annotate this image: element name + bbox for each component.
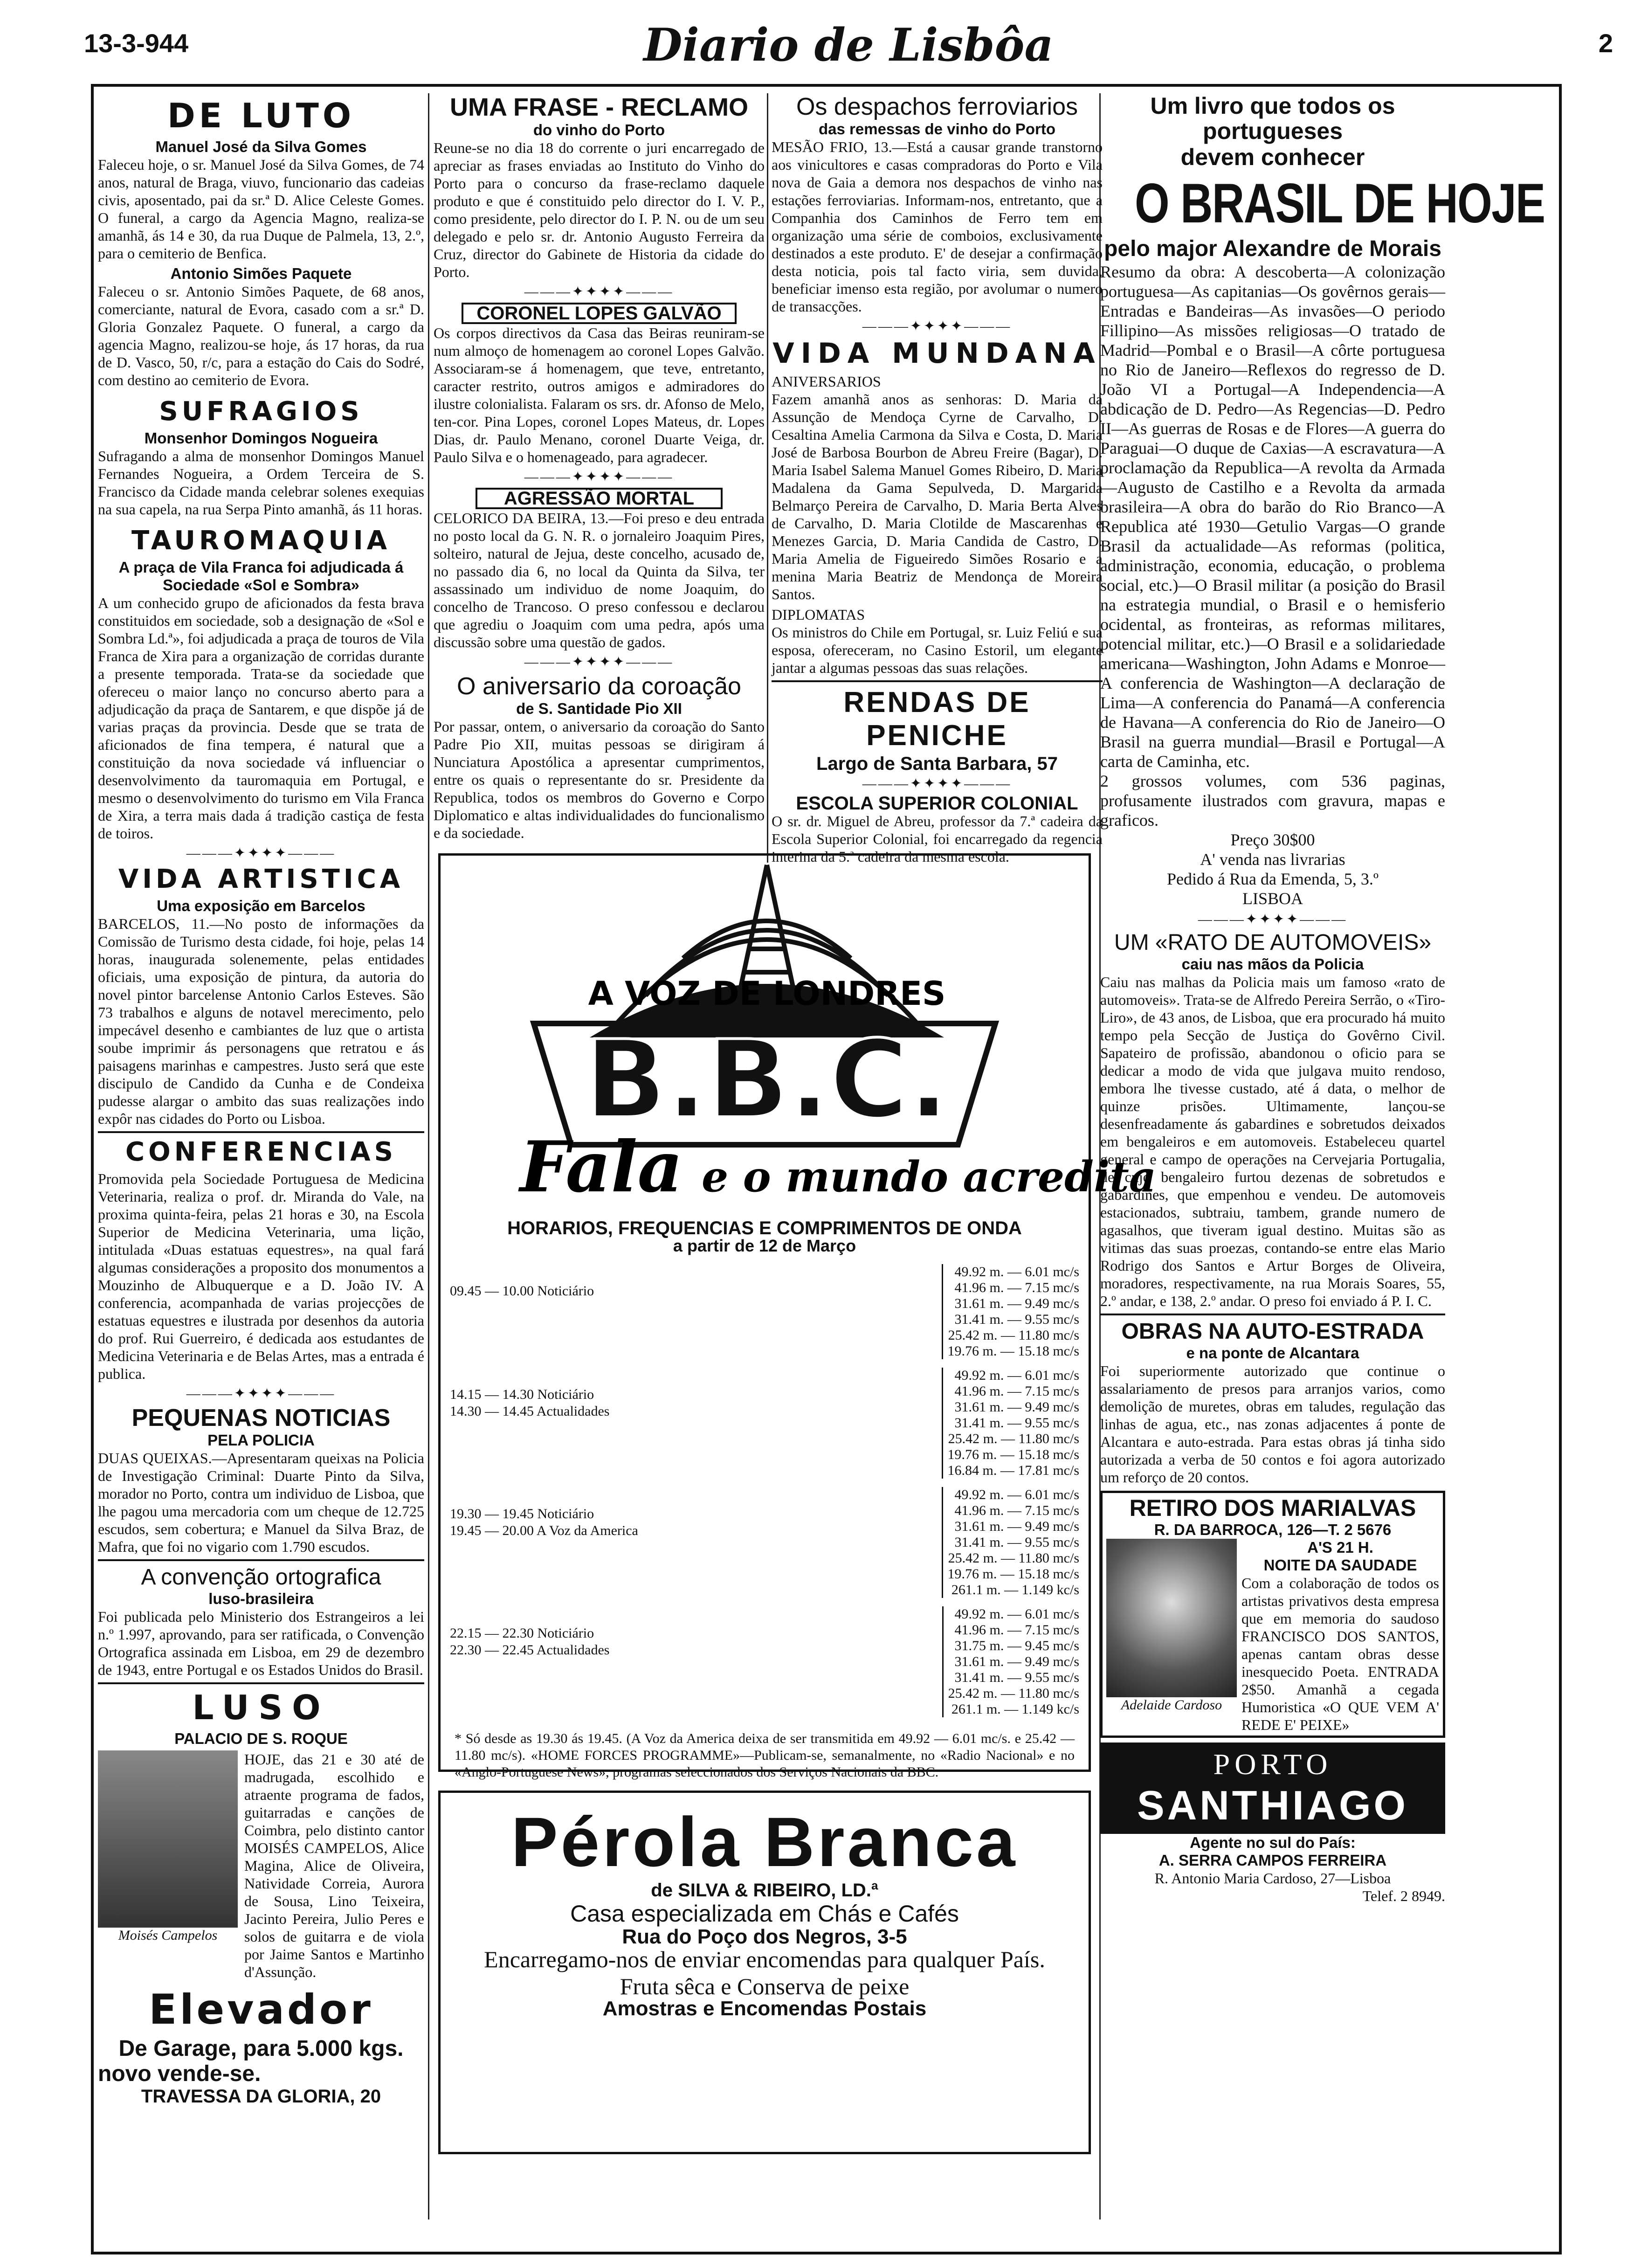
elevador-line2: novo vende-se.	[98, 2061, 261, 2086]
despachos-subheading: das remessas de vinho do Porto	[819, 120, 1055, 138]
luto1-text: Faleceu hoje, o sr. Manuel José da Silva Gomes, de 74 anos, natural de Braga, viuvo, funcionario das cadeias civis, aposentado, pai da sr.ª D. Alice Celeste Gomes. O funeral, a cargo da Agencia Magno, realiza-se amanhã, ás 14 e 30, da rua Duque de Palmela, 13, 2.º, para o cemiterio de Benfica.	[98, 156, 424, 262]
rato-text: Caiu nas malhas da Policia mais um famoso «rato de automoveis». Trata-se de Alfredo Pereira Serrão, o «Tiro-Liro», de 43 anos, de Lisboa, que era procurado há muito tempo pela Secção de Justiça do Govêrno Civil. Sapateiro de profissão, abandonou o oficio para se dedicar a modo de vida que julgava muito rendoso, embora lhe tivesse custado, até á data, o melhor de quinze prisões. Ultimamente, lançou-se desenfreadamente ás gabardines e sobretudos deixados em bengaleiros e em automoveis. Estabeleceu quartel general e campo de operações na Cervejaria Portugalia, de cujo bengaleiro furtou dezenas de sobretudos e gabardines, que empenhou e vendeu. De automoveis estacionados, subtraiu, tambem, grande numero de agasalhos, que tiveram igual destino. Muitas são as vitimas das suas proezas, contando-se entre elas Mario Rodrigo dos Santos e Artur Borges de Oliveira, moradores, respectivamente, na rua Morais Soares, 55, 2.º andar, e 138, 2.º andar. O preso foi enviado á P. I. C.	[1100, 974, 1445, 1309]
escola-heading: ESCOLA SUPERIOR COLONIAL	[796, 793, 1078, 814]
bbc-frequency-row: 261.1 m. — 1.149 kc/s	[951, 1582, 1079, 1597]
conferencias-heading: CONFERENCIAS	[125, 1137, 397, 1167]
bbc-frequency-row: 49.92 m. — 6.01 mc/s	[954, 1606, 1079, 1622]
bbc-frequency-row: 41.96 m. — 7.15 mc/s	[954, 1280, 1079, 1295]
tauromaquia-subheading: A praça de Vila Franca foi adjudicada á Sociedade «Sol e Sombra»	[118, 559, 404, 594]
luso-subheading: PALACIO DE S. ROQUE	[174, 1730, 348, 1747]
diplomatas-text: Os ministros do Chile em Portugal, sr. Luiz Feliú e sua esposa, ofereceram, no Casino Estoril, um elegante jantar a algumas pessoas das suas relações.	[772, 624, 1103, 676]
coroacao-subheading: de S. Santidade Pio XII	[516, 700, 682, 717]
bbc-schedule	[441, 1264, 1089, 1717]
divider	[98, 1682, 424, 1684]
adelaide-cardoso-photo	[1106, 1539, 1237, 1697]
galvao-text: Os corpos directivos da Casa das Beiras reuniram-se num almoço de homenagem ao coronel Lopes Galvão. Associaram-se á homenagem, que teve, entretanto, caracter restrito, outros amigos e admiradores do ilustre colonialista. Falaram os srs. dr. Afonso de Melo, ten-cor. Pina Lopes, coronel Lopes Mateus, dr. Lopes Dias, dr. Paulo Menano, coronel Duarte Veiga, dr. Paulo Silva e o homenageado, para agradecer.	[434, 325, 765, 465]
aniversarios-label: ANIVERSARIOS	[772, 373, 881, 390]
livro-sale: A' venda nas livrarias	[1200, 850, 1345, 869]
despachos-text: MESÃO FRIO, 13.—Está a causar grande transtorno aos vinicultores e casas compradoras do Porto e Vila nova de Gaia a demora nos despachos de vinho nas estações ferroviarias. Informam-nos, entretanto, que a Companhia dos Caminhos de Ferro tem em organização uma série de comboios, exclusivamente destinados a este produto. E' de desejar a confirmação desta noticia, pois tal facto viria, sem duvida, beneficiar imenso esta região, por avolumar o numero de transacções.	[772, 138, 1103, 315]
sufragios-text: Sufragando a alma de monsenhor Domingos Manuel Fernandes Nogueira, a Ordem Terceira de S. Francisco da Cidade manda celebrar solenes exequias na sua capela, na rua Serpa Pinto amanhã, ás 11 horas.	[98, 448, 424, 518]
vida-artistica-subheading: Uma exposição em Barcelos	[157, 897, 365, 914]
bbc-frequency-row: 31.61 m. — 9.49 mc/s	[954, 1654, 1079, 1669]
perola-line3: Encarregamo-nos de enviar encomendas para qualquer País.	[484, 1946, 1045, 1972]
column-rule	[428, 93, 429, 2220]
obras-text: Foi superiormente autorizado que continue o assalariamento de presos para arranjos varios, como demolição de muretes, obras em taludes, regulação das linhas de agua, etc., nas zonas adjacentes á ponte de Alcantara e auto-estrada. Para estas obras já tinha sido autorizada a verba de 50 contos e foi agora autorizado um reforço de 20 contos.	[1100, 1362, 1445, 1486]
bbc-program-time: 14.30 — 14.45 Actualidades	[450, 1404, 610, 1419]
bbc-frequency-row: 25.42 m. — 11.80 mc/s	[948, 1328, 1079, 1343]
bbc-frequency-row: 261.1 m. — 1.149 kc/s	[951, 1701, 1079, 1717]
bbc-program-time: 22.15 — 22.30 Noticiário	[450, 1625, 594, 1641]
ornament-divider: ———✦✦✦✦———	[862, 318, 1012, 334]
bbc-program-time: 22.30 — 22.45 Actualidades	[450, 1642, 610, 1658]
bbc-frequency-row: 49.92 m. — 6.01 mc/s	[954, 1264, 1079, 1279]
luto2-text: Faleceu o sr. Antonio Simões Paquete, de 68 anos, comerciante, natural de Evora, casado com a sr.ª D. Gloria Gonzalez Paquete. O funeral, a cargo da agencia Magno, realizou-se hoje, ás 17 horas, da rua de D. Vasco, 50, r/c, para a estação do Cais do Sodré, com destino ao cemiterio de Evora.	[98, 283, 424, 388]
bbc-frequency-row: 25.42 m. — 11.80 mc/s	[948, 1550, 1079, 1566]
vida-mundana-heading: VIDA MUNDANA	[772, 337, 1102, 370]
obras-subheading: e na ponte de Alcantara	[1186, 1344, 1359, 1362]
bbc-schedule-block	[450, 1606, 1079, 1717]
perola-line2: Rua do Poço dos Negros, 3-5	[622, 1925, 907, 1948]
aniversarios-text: Fazem amanhã anos as senhoras: D. Maria da Assunção de Mendoça Cyrne de Carvalho, D. Cesaltina Amelia Carmona da Silva e Costa, D. Maria José de Barbosa Bourbon de Abreu Freire (Bagar), D. Maria Isabel Salema Manuel Gomes Ribeiro, D. Maria Madalena da Gama Sepulveda, D. Margarida Belmarço Pereira de Carvalho, D. Maria Berta Alves de Carvalho, D. Maria Clotilde de Mascarenhas e Menezes Garcia, D. Maria Candida de Castro, D. Maria Amelia de Figueiredo Simões Rosario e a menina Maria Beatriz de Mendonça de Moreira Santos.	[772, 391, 1103, 602]
coroacao-text: Por passar, ontem, o aniversario da coroação do Santo Padre Pio XII, muitas pessoas se dirigiram á Nunciatura Apostólica a apresentar cumprimentos, entre os quais o representante do sr. Presidente da Republica, todos os membros do Governo e Corpo Diplomatico e altas individualidades do funcionalismo e da sociedade.	[434, 718, 765, 841]
porto-line1: PORTO	[1213, 1748, 1332, 1781]
galvao-heading: CORONEL LOPES GALVÃO	[462, 303, 737, 324]
retiro-address: R. DA BARROCA, 126—T. 2 5676	[1154, 1521, 1392, 1538]
column-1	[98, 93, 424, 2106]
obras-heading: OBRAS NA AUTO-ESTRADA	[1121, 1319, 1424, 1344]
retiro-time: A'S 21 H.	[1307, 1539, 1373, 1556]
livro-volumes: 2 grossos volumes, com 536 paginas, profusamente ilustrados com gravura, mapas e graficos.	[1100, 772, 1445, 830]
livro-price: Preço 30$00	[1230, 830, 1315, 849]
perola-firm: de SILVA & RIBEIRO, LD.ª	[651, 1880, 878, 1901]
divider	[98, 1559, 424, 1561]
retiro-text: Com a colaboração de todos os artistas privativos desta empresa que em memoria do saudoso FRANCISCO DOS SANTOS, apenas cantam obras desse inesquecido Poeta. ENTRADA 2$50. Amanhã a cegada Humoristica «O QUE VEM A' REDE E' PEIXE»	[1241, 1575, 1439, 1733]
convencao-text: Foi publicada pelo Ministerio dos Estrangeiros a lei n.º 1.997, aprovando, para ser ratificada, o Convenção Ortografica assinada em Lisboa, em 29 de dezembro de 1943, entre Portugal e os Estados Unidos do Brasil.	[98, 1608, 424, 1678]
rendas-address: Largo de Santa Barbara, 57	[816, 754, 1058, 774]
photo-caption: Moisés Campelos	[118, 1928, 218, 1943]
bbc-frequency-row: 19.76 m. — 15.18 mc/s	[947, 1343, 1079, 1359]
sufragios-name: Monsenhor Domingos Nogueira	[144, 429, 378, 447]
bbc-frequency-row: 41.96 m. — 7.15 mc/s	[954, 1622, 1079, 1638]
porto-line2: SANTHIAGO	[1137, 1782, 1408, 1828]
rato-subheading: caiu nas mãos da Policia	[1181, 955, 1364, 973]
livro-author: pelo major Alexandre de Morais	[1104, 236, 1441, 261]
agressao-heading: AGRESSÃO MORTAL	[476, 488, 723, 509]
retiro-event: NOITE DA SAUDADE	[1263, 1556, 1417, 1574]
bbc-frequency-row: 41.96 m. — 7.15 mc/s	[954, 1383, 1079, 1399]
sufragios-heading: SUFRAGIOS	[159, 396, 363, 427]
luso-heading: LUSO	[192, 1688, 330, 1727]
vida-artistica-heading: VIDA ARTISTICA	[118, 864, 404, 894]
retiro-title: RETIRO DOS MARIALVAS	[1129, 1495, 1416, 1521]
bbc-schedule-block	[450, 1368, 1079, 1479]
elevador-line1: De Garage, para 5.000 kgs.	[118, 2036, 404, 2061]
bbc-frequency-row: 31.61 m. — 9.49 mc/s	[954, 1296, 1079, 1311]
pequenas-noticias-subheading: PELA POLICIA	[207, 1431, 315, 1449]
ornament-divider: ———✦✦✦✦———	[1198, 912, 1348, 927]
bbc-schedule-block	[450, 1487, 1079, 1598]
column-2	[434, 93, 765, 858]
masthead: Diario de Lisbôa	[643, 19, 1054, 71]
tauromaquia-text: A um conhecido grupo de aficionados da festa brava constituidos em sociedade, sob a designação de «Sol e Sombra Ld.ª», foi adjudicada a praça de touros de Vila Franca de Xira para a organização de corridas durante a presente temporada. Trata-se da sociedade que ofereceu o maior lanço no concurso aberto para a adjudicação da praça de Santarem, e que dispõe já de varias praças da provincia. Desde que se trata de aficionados de fina tempera, é natural que a constituição da nova sociedade vá influenciar o desenvolvimento da tauromaquia em Portugal, e mesmo o desenvolvimento do turismo em Vila Franca de Xira, a terra mais dada á tradição castiça de festa de toiros.	[98, 595, 424, 842]
porto-agent: Agente no sul do País:	[1190, 1834, 1356, 1851]
issue-date: 13-3-944	[84, 28, 189, 58]
bbc-program-time: 09.45 — 10.00 Noticiário	[450, 1283, 594, 1299]
porto-name: A. SERRA CAMPOS FERREIRA	[1158, 1852, 1387, 1869]
column-rule	[767, 93, 768, 863]
bbc-advertisement	[438, 853, 1157, 1780]
coroacao-heading: O aniversario da coroação	[457, 673, 741, 700]
perola-advertisement	[438, 1791, 1091, 2154]
retiro-ad	[1100, 1491, 1445, 1738]
bbc-program-time: 19.30 — 19.45 Noticiário	[450, 1506, 594, 1521]
perola-title: Pérola Branca	[511, 1803, 1018, 1881]
convencao-subheading: luso-brasileira	[208, 1590, 314, 1607]
rato-heading: UM «RATO DE AUTOMOVEIS»	[1114, 930, 1432, 955]
frase-text: Reune-se no dia 18 do corrente o juri encarregado de apreciar as frases enviadas ao Instituto do Vinho do Porto para o concurso da frase-reclamo daquele produto e que é constituido pelo director do I. V. P., como presidente, pelo director do I. P. N. ou de um seu delegado e pelo sr. dr. Antonio Augusto Ferreira da Cruz, director do Gabinete de Historia da cidade do Porto.	[434, 139, 765, 280]
ornament-divider: ———✦✦✦✦———	[862, 776, 1012, 791]
convencao-heading: A convenção ortografica	[141, 1565, 381, 1590]
bbc-frequency-row: 31.41 m. — 9.55 mc/s	[954, 1415, 1079, 1431]
bbc-frequency-row: 41.96 m. — 7.15 mc/s	[954, 1503, 1079, 1518]
livro-text: Resumo da obra: A descoberta—A colonização portuguesa—As capitanias—Os govêrnos gerais—Entradas e Bandeiras—As invasões—O periodo Fillipino—As missões religiosas—O tratado de Madrid—Pombal e o Brasil—A côrte portuguesa no Rio de Janeiro—Reflexos do regresso de D. João VI a Portugal—A Independencia—A abdicação de D. Pedro—As Regencias—D. Pedro II—As guerras de Rosas e de Flores—A guerra do Paraguai—O duque de Caxias—A escravatura—A proclamação da Republica—A revolta da Armada—Augusto de Castilho e a Revolta da armada brasileira—A obra do barão do Rio Branco—A Republica até 1930—Getulio Vargas—O grande Brasil da actualidade—As reformas (politica, administração, economia, educação, o problema social, etc.)—O Brasil militar (a posição do Brasil na estrategia mundial, o Brasil e o hemisferio ocidental, as fronteiras, as reformas militares, potencial militar, etc.)—O Brasil e a solidariedade americana—Washington, John Adams e Monroe—A conferencia de Washington—A declaração de Lima—A conferencia do Panamá—A conferencia de Havana—A conferencia do Rio de Janeiro—O Brasil na guerra mundial—Brasil e Portugal—A carta de Caminha, etc.	[1100, 263, 1445, 771]
luto1-name: Manuel José da Silva Gomes	[155, 138, 367, 155]
elevador-heading: Elevador	[149, 1985, 373, 2033]
divider	[772, 680, 1103, 682]
divider	[1100, 1314, 1445, 1315]
diplomatas-label: DIPLOMATAS	[772, 606, 865, 623]
bbc-heading: HORARIOS, FREQUENCIAS E COMPRIMENTOS DE ONDA	[507, 1218, 1022, 1238]
bbc-program-time: 14.15 — 14.30 Noticiário	[450, 1387, 594, 1402]
livro-title: O BRASIL DE HOJE	[1135, 172, 1545, 235]
escola-text: O sr. dr. Miguel de Abreu, professor da 7.ª cadeira da Escola Superior Colonial, foi encarregado da regencia interina da 5.ª cadeira da mesma escola.	[772, 813, 1103, 865]
pequenas-noticias-text: DUAS QUEIXAS.—Apresentaram queixas na Policia de Investigação Criminal: Duarte Pinto da Silva, morador no Porto, contra um individuo de Lisboa, que lhe pagou uma mercadoria com um cheque de 12.725 escudos, sem cobertura; e Manuel da Silva Braz, de Mafra, que foi no vigario com 1.790 escudos.	[98, 1450, 424, 1555]
ornament-divider: ———✦✦✦✦———	[524, 654, 674, 670]
tauromaquia-heading: TAUROMAQUIA	[131, 526, 391, 556]
bbc-frequency-row: 19.76 m. — 15.18 mc/s	[947, 1447, 1079, 1462]
ornament-divider: ———✦✦✦✦———	[186, 845, 336, 861]
luto-heading: DE LUTO	[167, 96, 355, 135]
bbc-frequency-row: 31.61 m. — 9.49 mc/s	[954, 1399, 1079, 1415]
bbc-program-time: 19.45 — 20.00 A Voz da America	[450, 1523, 638, 1538]
bbc-frequency-row: 49.92 m. — 6.01 mc/s	[954, 1487, 1079, 1502]
vida-artistica-text: BARCELOS, 11.—No posto de informações da Comissão de Turismo desta cidade, foi hoje, pelas 14 horas, inaugurada solenemente, pelas entidades oficiais, uma exposição de pintura, da autoria do novel pintor barcelense Antonio Carlos Esteves. São 73 trabalhos e alguns de notavel merecimento, pelo impecável desenho e cambiantes de luz que o artista soube imprimir ás personagens que retratou e ás paisagens marinhas e campestres. Justo será que este discipulo de Candido da Cunha e de Condeixa pudesse alargar o ambito das suas realizações indo expôr nas cidades do Porto ou Lisboa.	[98, 915, 424, 1127]
luso-text: HOJE, das 21 e 30 até de madrugada, escolhido e atraente programa de fados, guitarradas e canções de Coimbra, pelo distinto cantor MOISÉS CAMPELOS, Alice Magina, Alice de Oliveira, Natividade Correia, Aurora de Sousa, Lino Teixeira, Jacinto Pereira, Julio Peres e solos de guitarra e de viola por Jaime Santos e Martinho d'Assunção.	[244, 1751, 424, 1980]
bbc-frequency-row: 16.84 m. — 17.81 mc/s	[947, 1463, 1079, 1478]
column-3	[772, 93, 1103, 865]
bbc-frequency-row: 31.61 m. — 9.49 mc/s	[954, 1519, 1079, 1534]
livro-line2: devem conhecer	[1180, 144, 1365, 170]
page-number: 2	[1598, 28, 1613, 58]
bbc-arc-text: A VOZ DE LONDRES	[588, 975, 946, 1013]
agressao-text: CELORICO DA BEIRA, 13.—Foi preso e deu entrada no posto local da G. N. R. o jornaleiro Joaquim Pires, solteiro, natural de Jejua, deste concelho, acusado de, no passado dia 6, no local da Quinta da Silva, ter assassinado um individuo de nome Joaquim, do concelho de Trancoso. O preso confessou e declarou que agrediu o Joaquim com uma pedra, após uma discussão sobre uma questão de gados.	[434, 510, 765, 650]
porto-telephone: Telef. 2 8949.	[1362, 1888, 1445, 1904]
elevador-line3: TRAVESSA DA GLORIA, 20	[141, 2086, 381, 2107]
rendas-heading: RENDAS DE PENICHE	[843, 686, 1031, 752]
livro-order: Pedido á Rua da Emenda, 5, 3.º	[1166, 870, 1379, 888]
livro-line1: Um livro que todos os portugueses	[1150, 93, 1395, 144]
luto2-name: Antonio Simões Paquete	[170, 265, 352, 282]
bbc-slogan: e o mundo acredita	[702, 1152, 1157, 1202]
pequenas-noticias-heading: PEQUENAS NOTICIAS	[131, 1404, 391, 1431]
page-header	[84, 19, 1613, 75]
porto-santhiago-logo	[1100, 1742, 1445, 1834]
bbc-frequency-row: 31.75 m. — 9.45 mc/s	[954, 1638, 1079, 1653]
bbc-subheading: a partir de 12 de Março	[673, 1236, 856, 1255]
bbc-logo-text: B.B.C.	[585, 1018, 949, 1142]
bbc-logo-graphic	[441, 856, 1157, 1219]
bbc-schedule-block	[450, 1264, 1079, 1359]
ornament-divider: ———✦✦✦✦———	[186, 1386, 336, 1401]
conferencias-text: Promovida pela Sociedade Portuguesa de Medicina Veterinaria, realiza o prof. dr. Miranda do Vale, na proxima quinta-feira, pelas 21 horas e 30, na Escola Superior de Medicina Veterinaria, uma lição, intitulada «Duas estatuas equestres», na qual fará algumas considerações a proposito dos monumentos a Mouzinho de Albuquerque e a D. João IV. A conferencia, acompanhada de varias projecções de estatuas equestres e ilustrada por desenhos da autoria do prof. Rui Guerreiro, é dedicada aos estudantes de Medicina Veterinaria e de Belas Artes, mas a entrada é publica.	[98, 1170, 424, 1382]
livro-city: LISBOA	[1242, 889, 1303, 908]
perola-line5: Amostras e Encomendas Postais	[602, 1997, 927, 2020]
bbc-frequency-row: 19.76 m. — 15.18 mc/s	[947, 1566, 1079, 1582]
frase-heading: UMA FRASE - RECLAMO	[450, 93, 748, 121]
bbc-slogan-fala: Fala	[520, 1126, 683, 1208]
porto-address: R. Antonio Maria Cardoso, 27—Lisboa	[1154, 1870, 1391, 1887]
perola-line4: Fruta sêca e Conserva de peixe	[620, 1973, 910, 1999]
frase-subheading: do vinho do Porto	[533, 121, 665, 138]
despachos-heading: Os despachos ferroviarios	[796, 93, 1078, 120]
bbc-frequency-row: 31.41 m. — 9.55 mc/s	[954, 1535, 1079, 1550]
bbc-note: * Só desde as 19.30 ás 19.45. (A Voz da America deixa de ser transmitida em 49.92 — 6.01 mc/s. e 25.42 — 11.80 mc/s). «HOME FORCES PROGRAMME»—Publicam-se, semanalmente, no «Radio Nacional» e no «Anglo-Portuguese News», programas seleccionados dos Serviços Nacionais da BBC.	[455, 1731, 1075, 1780]
ornament-divider: ———✦✦✦✦———	[524, 469, 674, 484]
divider	[98, 1131, 424, 1133]
moises-campelos-photo	[98, 1750, 238, 1928]
photo-caption: Adelaide Cardoso	[1121, 1697, 1222, 1713]
perola-line1: Casa especializada em Chás e Cafés	[570, 1901, 959, 1927]
ornament-divider: ———✦✦✦✦———	[524, 284, 674, 299]
bbc-frequency-row: 49.92 m. — 6.01 mc/s	[954, 1368, 1079, 1383]
bbc-frequency-row: 31.41 m. — 9.55 mc/s	[954, 1312, 1079, 1327]
bbc-frequency-row: 25.42 m. — 11.80 mc/s	[948, 1686, 1079, 1701]
bbc-frequency-row: 31.41 m. — 9.55 mc/s	[954, 1670, 1079, 1685]
bbc-frequency-row: 25.42 m. — 11.80 mc/s	[948, 1431, 1079, 1446]
